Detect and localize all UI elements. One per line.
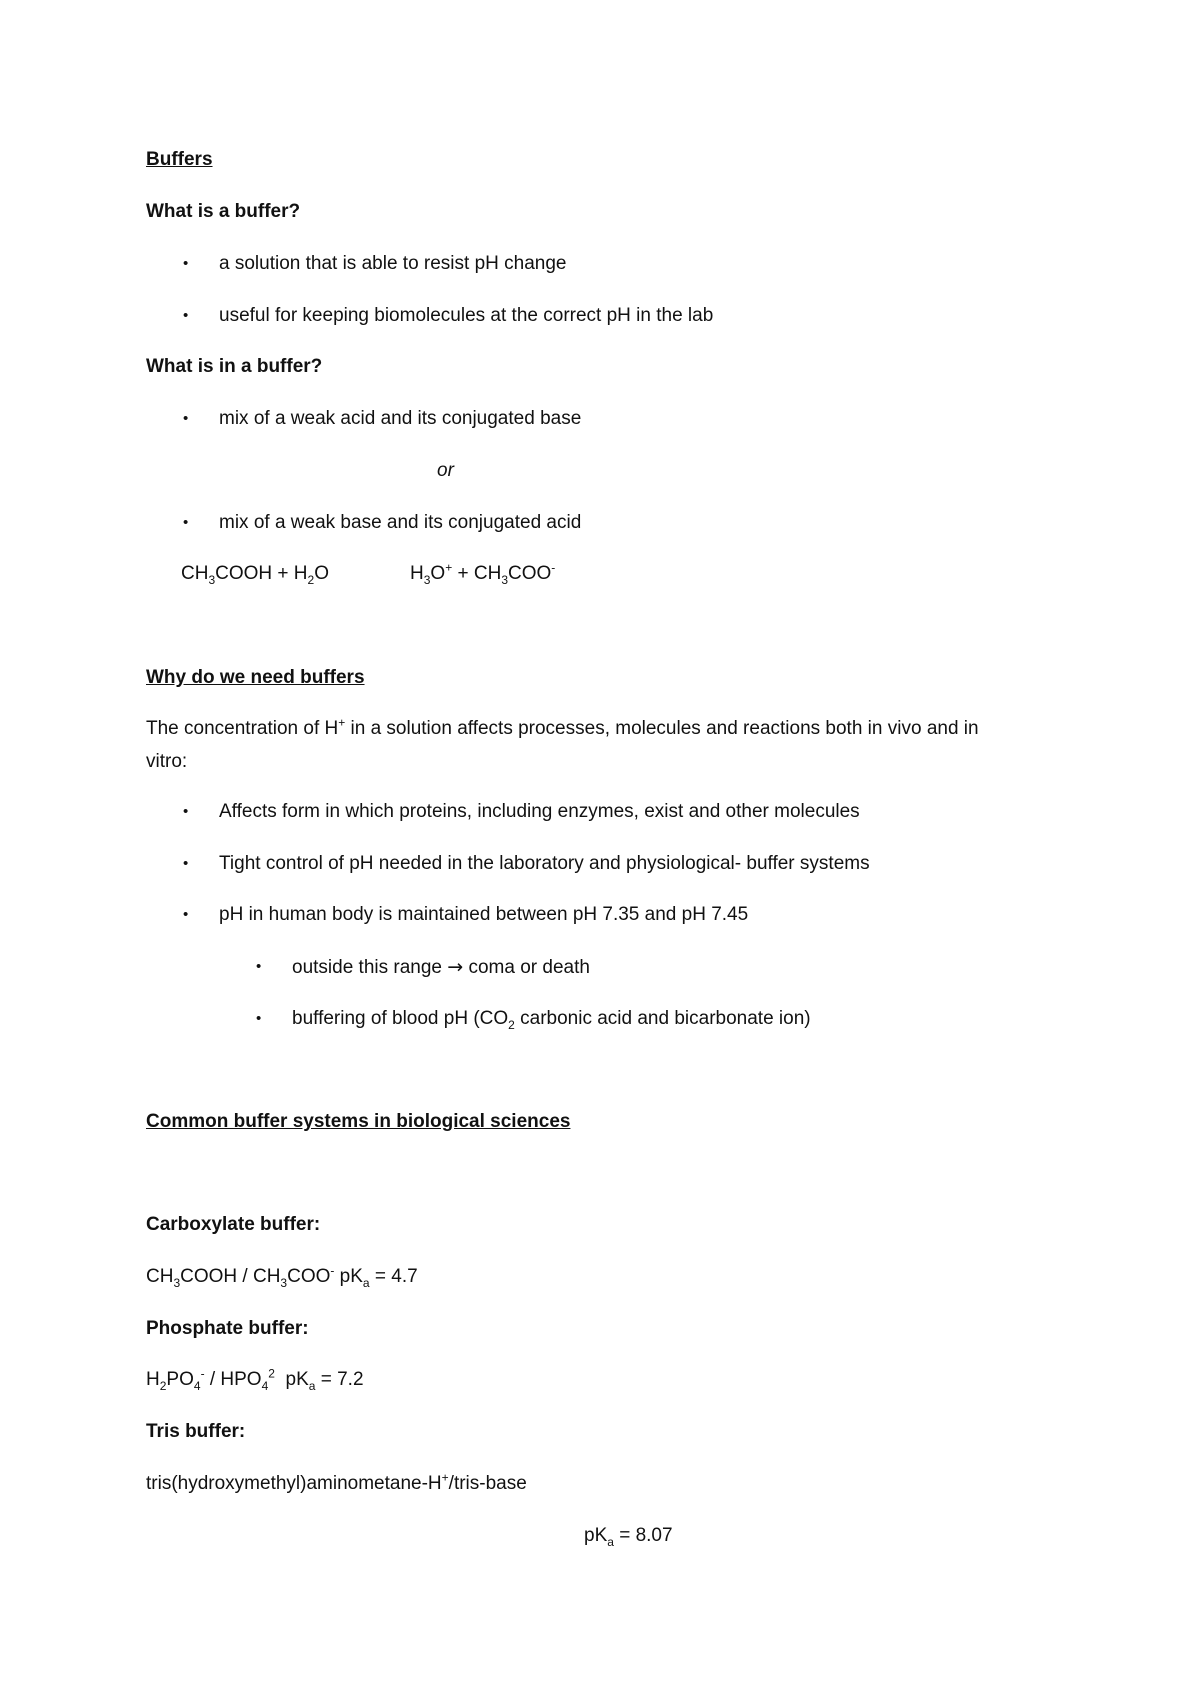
sub-list-item: buffering of blood pH ($CO_2$ carbonic acid and bicarbonate ion) xyxy=(292,1008,811,1032)
arrow-right-icon: → xyxy=(447,956,464,978)
document-title: Buffers xyxy=(146,149,213,170)
bullet-icon: • xyxy=(183,514,189,531)
reaction-right: $H_3O^+ + CH_3COO^-$ xyxy=(410,560,556,587)
heading-common-buffers: Common buffer systems in biological sciences xyxy=(146,1111,571,1132)
heading-why-buffers: Why do we need buffers xyxy=(146,667,365,688)
reaction-left: $CH_3COOH + H_2O$ xyxy=(181,563,329,587)
phosphate-label: Phosphate buffer: xyxy=(146,1318,309,1339)
bullet-icon: • xyxy=(183,307,189,324)
or-separator: or xyxy=(437,460,454,481)
list-item: mix of a weak base and its conjugated acid xyxy=(219,512,582,533)
bullet-icon: • xyxy=(183,906,189,923)
list-item: pH in human body is maintained between pH 7.35 and pH 7.45 xyxy=(219,904,749,925)
phosphate-formula: $H_2PO_4^- / HPO_4^2$ $pK_a = 7.2$ xyxy=(146,1366,364,1393)
bullet-icon: • xyxy=(183,255,189,272)
list-item: Affects form in which proteins, including enzymes, exist and other molecules xyxy=(219,801,860,822)
carboxylate-formula: $CH_3COOH / CH_3COO^-$ $pK_a = 4.7$ xyxy=(146,1263,418,1290)
list-item: mix of a weak acid and its conjugated base xyxy=(219,408,582,429)
list-item: Tight control of pH needed in the laboratory and physiological- buffer systems xyxy=(219,853,870,874)
tris-pka: $pK_a = 8.07$ xyxy=(584,1525,673,1549)
why-intro-cont: vitro: xyxy=(146,751,188,772)
sub-list-item: outside this range → coma or death xyxy=(292,956,590,978)
bullet-icon: • xyxy=(256,1010,262,1027)
bullet-icon: • xyxy=(183,855,189,872)
tris-formula: tris(hydroxymethyl)aminometane-H+/tris-base xyxy=(146,1470,527,1494)
tris-label: Tris buffer: xyxy=(146,1421,246,1442)
bullet-icon: • xyxy=(183,410,189,427)
bullet-icon: • xyxy=(256,958,262,975)
bullet-icon: • xyxy=(183,803,189,820)
heading-what-is-buffer: What is a buffer? xyxy=(146,201,301,222)
heading-what-is-in-buffer: What is in a buffer? xyxy=(146,356,323,377)
why-intro: The concentration of H+ in a solution affects processes, molecules and reactions both in vivo and in xyxy=(146,715,979,739)
carboxylate-label: Carboxylate buffer: xyxy=(146,1214,321,1235)
list-item: useful for keeping biomolecules at the correct pH in the lab xyxy=(219,305,714,326)
list-item: a solution that is able to resist pH change xyxy=(219,253,567,274)
